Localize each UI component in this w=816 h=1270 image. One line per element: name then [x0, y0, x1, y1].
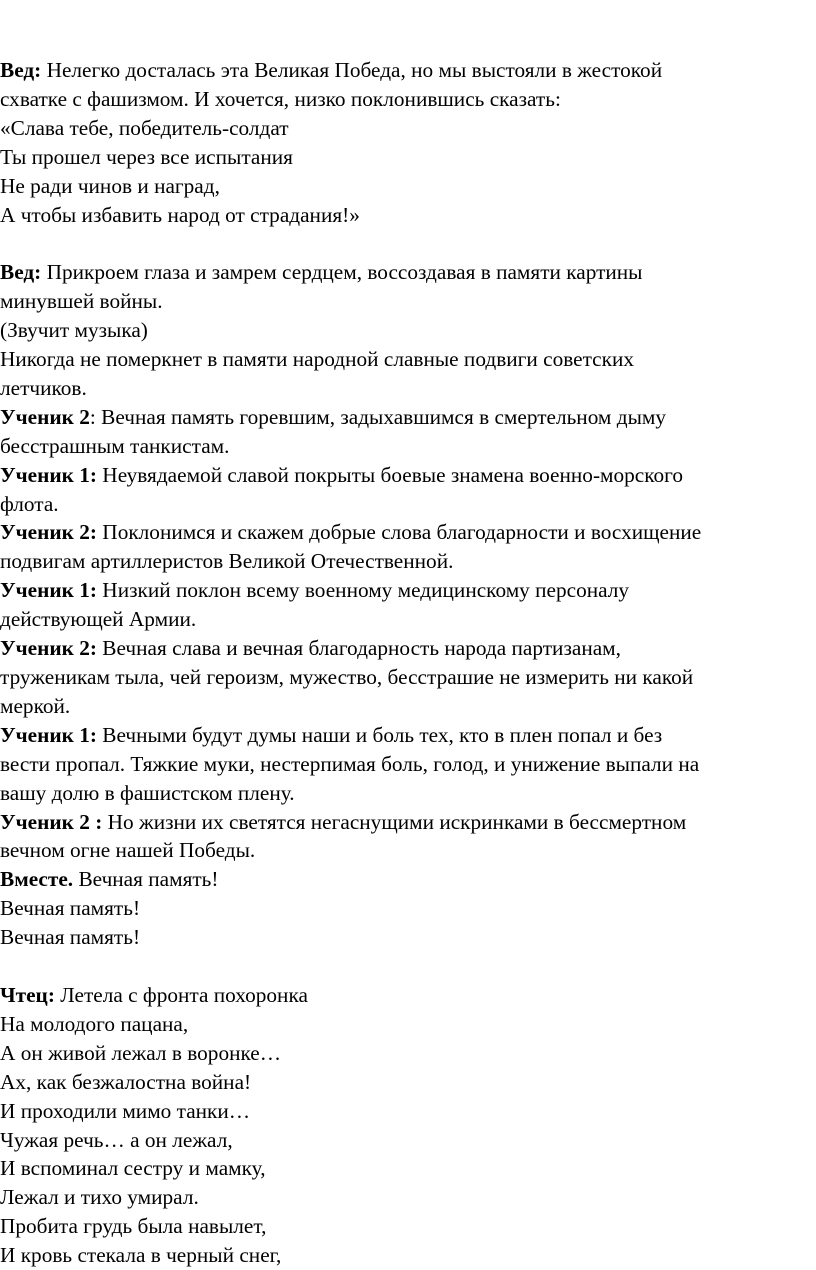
text-line	[0, 114, 812, 143]
line-text: И проходили мимо танки…	[0, 1098, 251, 1123]
speaker-label: Ученик 2	[0, 404, 90, 429]
line-text: (Звучит музыка)	[0, 318, 148, 343]
speaker-label: Ученик 2:	[0, 520, 97, 545]
blank-line	[0, 229, 812, 258]
text-line	[0, 1183, 812, 1212]
text-line	[0, 750, 812, 779]
text-line	[0, 808, 812, 837]
text-line	[0, 634, 812, 663]
text-line	[0, 894, 812, 923]
text-line	[0, 461, 812, 490]
speaker-label: Вместе.	[0, 867, 74, 892]
line-text: Низкий поклон всему военному медицинскому персоналу	[96, 578, 630, 603]
speaker-label: Чтец:	[0, 982, 55, 1007]
text-line	[0, 85, 812, 114]
line-text: вечном огне нашей Победы.	[0, 838, 256, 863]
line-text: : Вечная память горевшим, задыхавшимся в смертельном дыму	[89, 404, 667, 429]
line-text: Вечная память!	[73, 867, 219, 892]
text-line	[0, 836, 812, 865]
line-text: «Слава тебе, победитель-солдат	[0, 115, 289, 140]
text-line	[0, 1126, 812, 1155]
line-text: Никогда не померкнет в памяти народной славные подвиги советских	[0, 347, 635, 372]
line-text: Вечная память!	[0, 925, 141, 950]
text-line	[0, 865, 812, 894]
text-line	[0, 143, 812, 172]
text-line	[0, 779, 812, 808]
text-line	[0, 1039, 812, 1068]
line-text: Вечная память!	[0, 896, 141, 921]
line-text: А чтобы избавить народ от страдания!»	[0, 202, 360, 227]
speaker-label: Вед:	[0, 260, 42, 285]
blank-line	[0, 952, 812, 981]
line-text: бесстрашным танкистам.	[0, 433, 230, 458]
speaker-label: Ученик 1:	[0, 462, 97, 487]
line-text: Неувядаемой славой покрыты боевые знамена военно-морского	[96, 462, 684, 487]
line-text: Чужая речь… а он лежал,	[0, 1127, 233, 1152]
text-line	[0, 258, 812, 287]
line-text: И вспоминал сестру и мамку,	[0, 1156, 266, 1181]
line-text: Не ради чинов и наград,	[0, 173, 220, 198]
text-line	[0, 432, 812, 461]
text-line	[0, 663, 812, 692]
line-text: труженикам тыла, чей героизм, мужество, бесстрашие не измерить ни какой	[0, 665, 694, 690]
line-text: Пробита грудь была навылет,	[0, 1214, 267, 1239]
line-text: летчиков.	[0, 375, 87, 400]
text-line	[0, 1212, 812, 1241]
line-text: Ты прошел через все испытания	[0, 144, 293, 169]
text-line	[0, 490, 812, 519]
text-line	[0, 172, 812, 201]
line-text: меркой.	[0, 693, 71, 718]
line-text: На молодого пацана,	[0, 1011, 189, 1036]
text-line	[0, 923, 812, 952]
line-text: Поклонимся и скажем добрые слова благодарности и восхищение	[96, 520, 702, 545]
text-line	[0, 1241, 812, 1270]
line-text: Летела с фронта похоронка	[54, 982, 308, 1007]
line-text: минувшей войны.	[0, 289, 163, 314]
speaker-label: Ученик 1:	[0, 578, 97, 603]
line-text: схватке с фашизмом. И хочется, низко поклонившись сказать:	[0, 86, 561, 111]
line-text: И кровь стекала в черный снег,	[0, 1243, 282, 1268]
line-text: подвигам артиллеристов Великой Отечественной.	[0, 549, 454, 574]
text-line	[0, 316, 812, 345]
speaker-label: Ученик 2 :	[0, 809, 103, 834]
line-text: Прикроем глаза и замрем сердцем, воссоздавая в памяти картины	[41, 260, 643, 285]
line-text: А он живой лежал в воронке…	[0, 1040, 282, 1065]
text-line	[0, 345, 812, 374]
text-line	[0, 374, 812, 403]
text-line	[0, 605, 812, 634]
text-line	[0, 576, 812, 605]
line-text: Нелегко досталась эта Великая Победа, но мы выстояли в жестокой	[41, 58, 663, 82]
speaker-label: Вед:	[0, 58, 42, 82]
line-text: Но жизни их светятся негаснущими искринками в бессмертном	[102, 809, 687, 834]
line-text: Вечными будут думы наши и боль тех, кто в плен попал и без	[96, 722, 663, 747]
text-line	[0, 1010, 812, 1039]
text-line	[0, 287, 812, 316]
line-text: Лежал и тихо умирал.	[0, 1185, 199, 1210]
line-text: действующей Армии.	[0, 607, 197, 632]
text-line	[0, 721, 812, 750]
text-line	[0, 1154, 812, 1183]
text-line	[0, 56, 812, 85]
text-line	[0, 692, 812, 721]
text-line	[0, 547, 812, 576]
line-text: вашу долю в фашистском плену.	[0, 780, 295, 805]
document-body	[0, 56, 812, 1270]
text-line	[0, 201, 812, 230]
text-line	[0, 518, 812, 547]
line-text: вести пропал. Тяжкие муки, нестерпимая боль, голод, и унижение выпали на	[0, 751, 700, 776]
line-text: Вечная слава и вечная благодарность народа партизанам,	[96, 636, 621, 661]
speaker-label: Ученик 2:	[0, 636, 97, 661]
speaker-label: Ученик 1:	[0, 722, 97, 747]
text-line	[0, 981, 812, 1010]
line-text: флота.	[0, 491, 59, 516]
text-line	[0, 1097, 812, 1126]
text-line	[0, 1068, 812, 1097]
line-text: Ах, как безжалостна война!	[0, 1069, 252, 1094]
text-line	[0, 403, 812, 432]
